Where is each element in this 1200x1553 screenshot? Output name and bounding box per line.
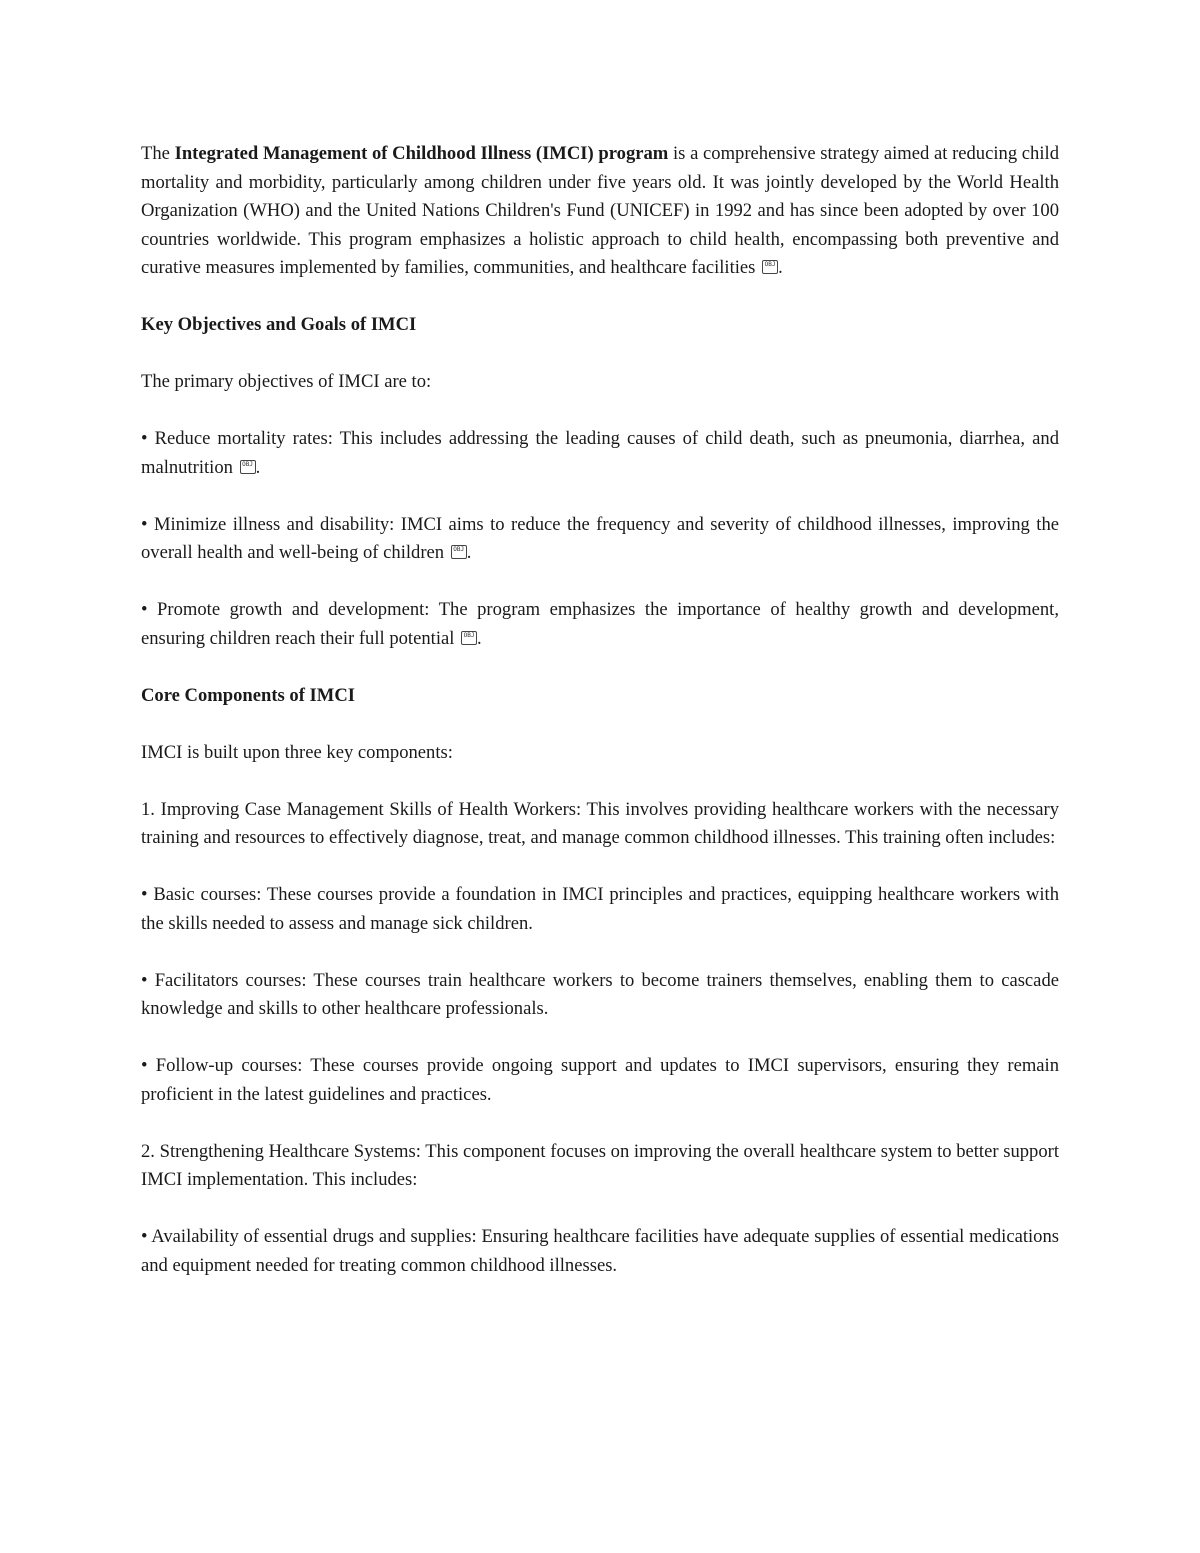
system-item: • Availability of essential drugs and supplies: Ensuring healthcare facilities have adequate supplies of essential medications and equipment needed for treating common childhood illnesses.	[141, 1226, 1059, 1276]
objective-item	[141, 511, 1059, 568]
component-1: 1. Improving Case Management Skills of Health Workers: This involves providing healthcare workers with the necessary training and resources to effectively diagnose, treat, and manage common childhood illnesses. This training often includes:	[141, 798, 1059, 848]
objective-end: .	[255, 456, 261, 478]
intro-lead: The	[141, 143, 175, 164]
objective-end: .	[477, 627, 482, 649]
objective-text: • Reduce mortality rates: This includes addressing the leading causes of child death, such as pneumonia, diarrhea, and malnutrition	[141, 428, 1059, 478]
intro-end: .	[778, 257, 783, 278]
components-heading: Core Components of IMCI	[141, 684, 355, 706]
course-item: • Facilitators courses: These courses train healthcare workers to become trainers themselves, enabling them to cascade knowledge and skills to other healthcare professionals.	[141, 969, 1059, 1019]
intro-paragraph	[141, 140, 1059, 283]
program-name: Integrated Management of Childhood Illness (IMCI) program	[174, 143, 669, 164]
objectives-intro: The primary objectives of IMCI are to:	[141, 371, 432, 392]
course-item: • Follow-up courses: These courses provide ongoing support and updates to IMCI supervisors, ensuring they remain proficient in the latest guidelines and practices.	[141, 1055, 1059, 1105]
citation-icon: OBJ	[461, 631, 477, 645]
citation-icon: OBJ	[762, 260, 778, 274]
intro-text: is a comprehensive strategy aimed at reducing child mortality and morbidity, particularly among children under five years old. It was jointly developed by the World Health Organization (WHO) and the United Nations Children's Fund (UNICEF) in 1992 and has since been adopted by over 100 countries worldwide. This program emphasizes a holistic approach to child health, encompassing both preventive and curative measures implemented by families, communities, and healthcare facilities	[141, 143, 1059, 278]
components-intro: IMCI is built upon three key components:	[141, 741, 453, 763]
document-page	[141, 140, 1059, 1309]
objective-end: .	[466, 542, 472, 563]
objective-item	[141, 425, 1059, 482]
objectives-heading: Key Objectives and Goals of IMCI	[141, 314, 417, 335]
objective-text: • Promote growth and development: The program emphasizes the importance of healthy growth and development, ensuring children reach their full potential	[141, 599, 1059, 649]
citation-icon: OBJ	[240, 460, 256, 474]
course-item: • Basic courses: These courses provide a foundation in IMCI principles and practices, equipping healthcare workers with the skills needed to assess and manage sick children.	[141, 884, 1059, 934]
component-2: 2. Strengthening Healthcare Systems: This component focuses on improving the overall healthcare system to better support IMCI implementation. This includes:	[141, 1140, 1059, 1190]
objective-item	[141, 596, 1059, 653]
citation-icon: OBJ	[451, 545, 467, 559]
objective-text: • Minimize illness and disability: IMCI aims to reduce the frequency and severity of childhood illnesses, improving the overall health and well-being of children	[141, 513, 1059, 563]
